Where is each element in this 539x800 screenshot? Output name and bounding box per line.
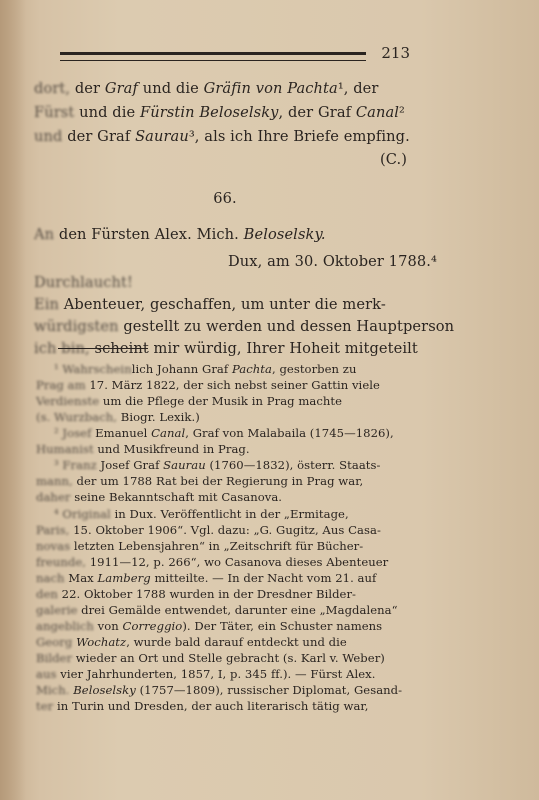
footnote-line: Prag am 17. März 1822, der sich nebst seiner Gattin viele [36, 378, 380, 392]
footnote-line: aus vier Jahrhunderten, 1857, I, p. 345 ff.). — Fürst Alex. [36, 667, 376, 681]
footnote-line: nach Max Lamberg mitteilte. — In der Nacht vom 21. auf [36, 571, 377, 585]
footnote-line: novas letzten Lebensjahren“ in „Zeitschrift für Bücher- [36, 539, 364, 553]
page-gutter-shadow [0, 0, 26, 800]
footnote-line: ter in Turin und Dresden, der auch literarisch tätig war, [36, 699, 369, 713]
salutation: Durchlaucht! [34, 274, 133, 291]
text-line: Ein Abenteuer, geschaffen, um unter die merk- [34, 296, 386, 313]
text-line: ich bin, scheint mir würdig, Ihrer Hoheit mitgeteilt [34, 340, 418, 357]
footnote-line: Georg Wochatz, wurde bald darauf entdeckt und die [36, 635, 347, 649]
footnote-line: Mich. Beloselsky (1757—1809), russischer Diplomat, Gesand- [36, 683, 403, 697]
footnote-line: freunde, 1911—12, p. 266“, wo Casanova dieses Abenteuer [36, 555, 389, 569]
header-rule [60, 52, 366, 61]
footnote-line: Paris, 15. Oktober 1906“. Vgl. dazu: „G. Gugitz, Aus Casa- [36, 523, 381, 537]
footnote-line: mann, der um 1788 Rat bei der Regierung in Prag war, [36, 474, 364, 488]
footnote-line: angeblich von Correggio). Der Täter, ein Schuster namens [36, 619, 383, 633]
signature-initial: (C.) [380, 151, 408, 168]
footnote-line: den 22. Oktober 1788 wurden in der Dresdner Bilder- [36, 587, 357, 601]
footnote-line: ¹ Wahrscheinlich Johann Graf Pachta, gestorben zu [54, 362, 357, 376]
place-date: Dux, am 30. Oktober 1788.⁴ [228, 253, 437, 270]
footnote-line: daher seine Bekanntschaft mit Casanova. [36, 490, 283, 504]
footnote-line: Bilder wieder an Ort und Stelle gebracht (s. Karl v. Weber) [36, 651, 385, 665]
footnote-line: ⁴ Original in Dux. Veröffentlicht in der „Ermitage, [54, 507, 349, 521]
page-number: 213 [381, 44, 410, 62]
text-line: würdigsten gestellt zu werden und dessen Hauptperson [34, 318, 455, 335]
footnote-line: ² Josef Emanuel Canal, Graf von Malabaila (1745—1826), [54, 426, 394, 440]
text-line: und der Graf Saurau³, als ich Ihre Briefe empfing. [34, 128, 410, 145]
addressee: An den Fürsten Alex. Mich. Beloselsky. [34, 226, 326, 243]
footnote-line: galerie drei Gemälde entwendet, darunter eine „Magdalena“ [36, 603, 398, 617]
text-line: dort, der Graf und die Gräfin von Pachta¹, der [34, 80, 379, 97]
footnote-line: ³ Franz Josef Graf Saurau (1760—1832), österr. Staats- [54, 458, 381, 472]
footnote-line: Humanist und Musikfreund in Prag. [36, 442, 250, 456]
footnote-rule [58, 348, 148, 349]
footnote-line: Verdienste um die Pflege der Musik in Prag machte [36, 394, 343, 408]
letter-number: 66. [213, 190, 237, 207]
text-line: Fürst und die Fürstin Beloselsky, der Graf Canal² [34, 104, 405, 121]
footnote-line: (s. Wurzbach, Biogr. Lexik.) [36, 410, 200, 424]
